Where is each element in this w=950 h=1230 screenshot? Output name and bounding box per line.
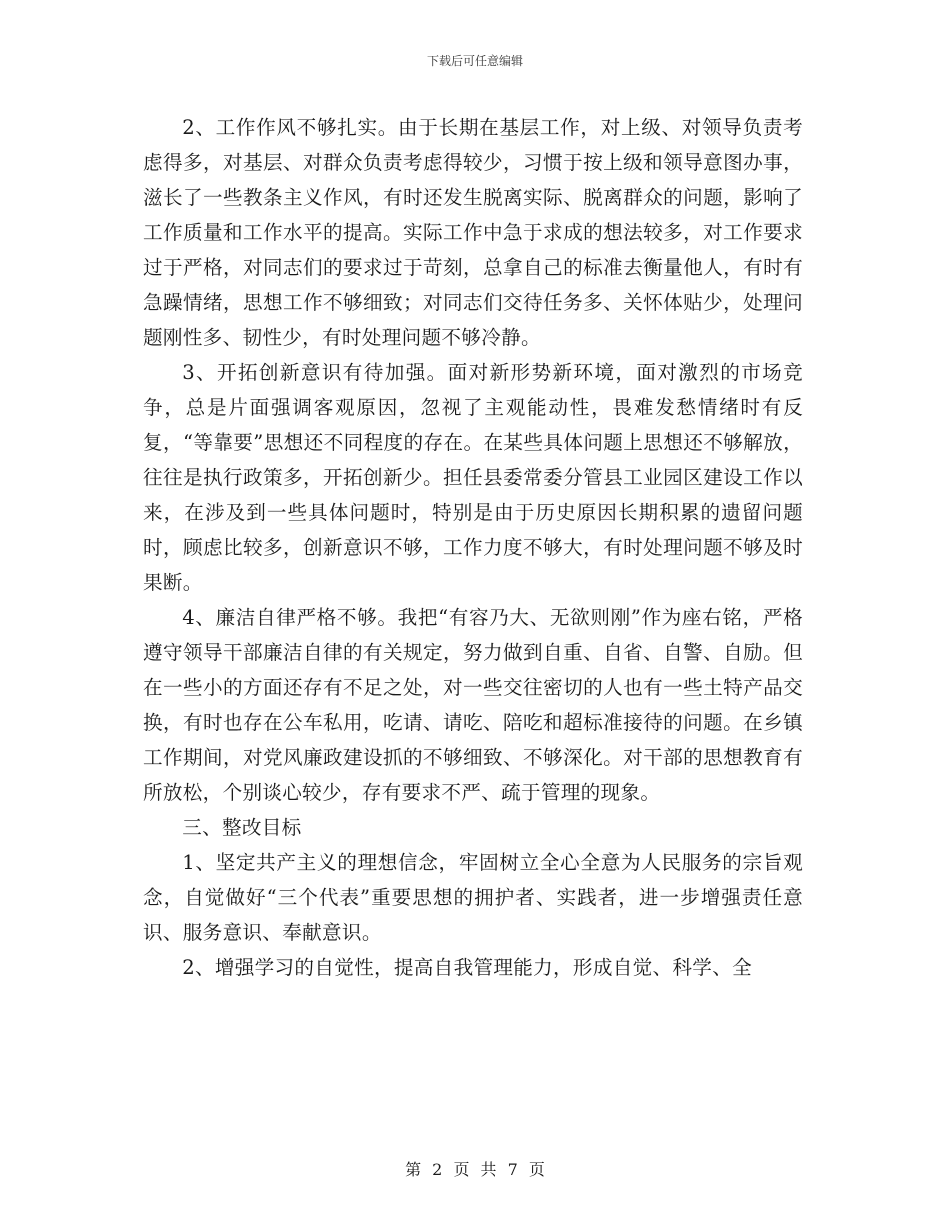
paragraph-goal-1: 1、坚定共产主义的理想信念，牢固树立全心全意为人民服务的宗旨观念，自觉做好“三个代表”重要思想的拥护者、实践者，进一步增强责任意识、服务意识、奉献意识。 — [143, 851, 803, 944]
paragraph-integrity: 4、廉洁自律严格不够。我把“有容乃大、无欲则刚”作为座右铭，严格遵守领导干部廉洁自律的有关规定，努力做到自重、自省、自警、自励。但在一些小的方面还存有不足之处，对一些交往密切的人也有一些土特产品交换，有时也存在公车私用，吃请、请吃、陪吃和超标准接待的问题。在乡镇工作期间，对党风廉政建设抓的不够细致、不够深化。对干部的思想教育有所放松，个别谈心较少，存有要求不严、疏于管理的现象。 — [143, 606, 803, 804]
document-body — [143, 110, 803, 985]
section-heading-goals: 三、整改目标 — [182, 816, 302, 839]
paragraph-work-style: 2、工作作风不够扎实。由于长期在基层工作，对上级、对领导负责考虑得多，对基层、对群众负责考虑得较少，习惯于按上级和领导意图办事，滋长了一些教条主义作风，有时还发生脱离实际、脱离群众的问题，影响了工作质量和工作水平的提高。实际工作中急于求成的想法较多，对工作要求过于严格，对同志们的要求过于苛刻，总拿自己的标准去衡量他人，有时有急躁情绪，思想工作不够细致；对同志们交待任务多、关怀体贴少，处理问题刚性多、韧性少，有时处理问题不够冷静。 — [143, 116, 803, 349]
paragraph-innovation: 3、开拓创新意识有待加强。面对新形势新环境，面对激烈的市场竞争，总是片面强调客观原因，忽视了主观能动性，畏难发愁情绪时有反复，“等靠要”思想还不同程度的存在。在某些具体问题上思想还不够解放，往往是执行政策多，开拓创新少。担任县委常委分管县工业园区建设工作以来，在涉及到一些具体问题时，特别是由于历史原因长期积累的遗留问题时，顾虑比较多，创新意识不够，工作力度不够大，有时处理问题不够及时果断。 — [143, 361, 803, 594]
paragraph-goal-2: 2、增强学习的自觉性，提高自我管理能力，形成自觉、科学、全 — [182, 956, 752, 979]
page-number: 第 2 页 共 7 页 — [405, 1160, 545, 1179]
page-header: 下载后可任意编辑 — [426, 54, 523, 68]
